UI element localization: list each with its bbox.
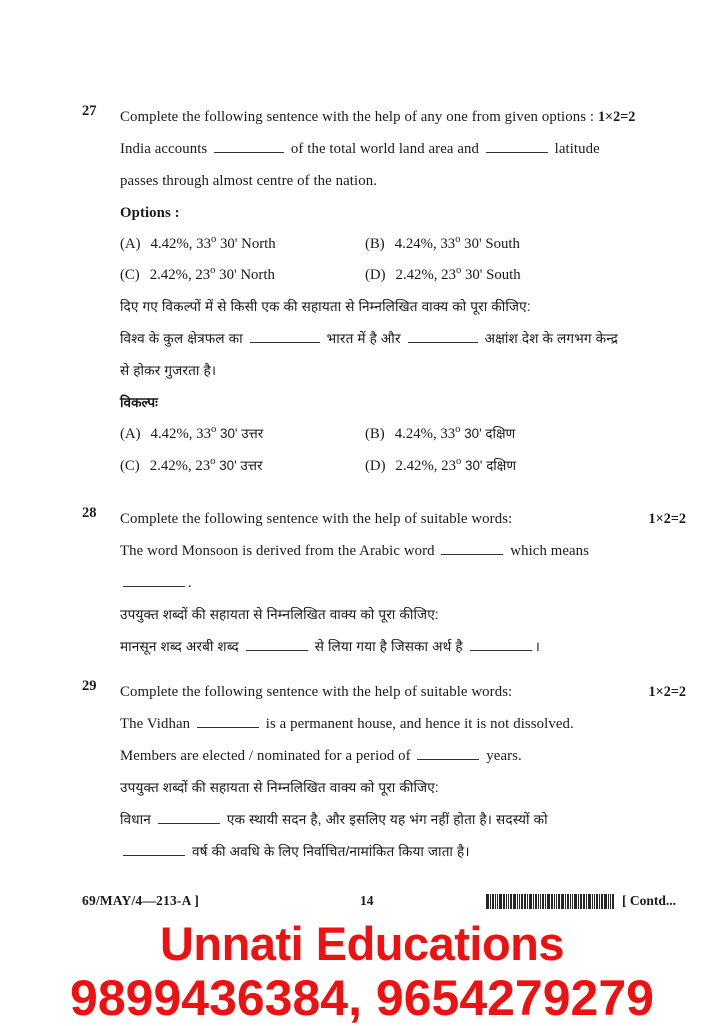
option-value: 4.42%, 33 xyxy=(150,426,211,442)
paper-code: 69/MAY/4—213-A ] xyxy=(82,893,200,908)
fill-blank[interactable] xyxy=(123,573,185,587)
fill-blank[interactable] xyxy=(417,746,479,760)
text-fragment: years. xyxy=(486,748,522,764)
text-fragment: The Vidhan xyxy=(120,716,191,732)
continuation-label: [ Contd... xyxy=(621,893,676,908)
degree-symbol: o xyxy=(210,265,216,277)
degree-symbol: o xyxy=(210,424,217,436)
fill-blank[interactable] xyxy=(486,139,548,153)
watermark-phone: 9899436384, 9654279279 xyxy=(70,970,654,1026)
question-29-hi-line-1 xyxy=(120,804,682,836)
degree-symbol: o xyxy=(455,234,461,246)
question-28-hi-line-1 xyxy=(120,631,682,663)
question-29-body xyxy=(120,676,686,868)
option-tag: (B) xyxy=(365,426,385,442)
question-27-en-line-2: passes through almost centre of the nation. xyxy=(120,173,378,189)
question-27-options-hi-row-2 xyxy=(120,450,682,482)
option-tag: (A) xyxy=(120,236,141,252)
question-28-en-line-1 xyxy=(120,535,682,567)
degree-symbol: o xyxy=(455,456,462,468)
option-tag: (A) xyxy=(120,426,141,442)
option-A-en[interactable] xyxy=(120,229,365,260)
question-28-en-line-2 xyxy=(120,567,682,599)
question-29-prompt-row xyxy=(120,676,686,708)
option-value: 2.42%, 23 xyxy=(395,458,456,474)
text-fragment: । xyxy=(534,639,541,654)
page-number: 14 xyxy=(360,893,374,908)
question-29-en-line-1 xyxy=(120,708,682,740)
option-tag: (D) xyxy=(365,267,386,283)
fill-blank[interactable] xyxy=(214,139,284,153)
degree-symbol: o xyxy=(210,456,216,468)
fill-blank[interactable] xyxy=(250,330,320,343)
text-fragment: अक्षांश देश के लगभग केन्द्र xyxy=(484,331,618,346)
option-value: 4.24%, 33 xyxy=(394,236,456,252)
option-tag: (C) xyxy=(120,458,140,474)
footer-right xyxy=(486,893,676,909)
option-value: 2.42%, 23 xyxy=(149,458,211,474)
option-D-en[interactable] xyxy=(365,260,610,291)
text-fragment: वर्ष की अवधि के लिए निर्वाचित/नामांकित किया जाता है। xyxy=(191,844,470,859)
text-fragment: is a permanent house, and hence it is not dissolved. xyxy=(265,716,574,732)
question-28-marks: 1×2=2 xyxy=(648,511,686,527)
text-fragment: विश्व के कुल क्षेत्रफल का xyxy=(120,331,243,346)
option-tag: (C) xyxy=(120,267,140,283)
option-tag: (B) xyxy=(365,236,385,252)
question-27-options-label-en: Options : xyxy=(120,205,180,221)
question-27-prompt-row xyxy=(120,101,682,133)
question-27-en-line-1 xyxy=(120,133,682,165)
option-C-en[interactable] xyxy=(120,260,365,291)
question-27-prompt-en: Complete the following sentence with the help of any one from given options : xyxy=(120,109,595,125)
question-number-27: 27 xyxy=(82,103,97,119)
fill-blank[interactable] xyxy=(158,811,220,824)
question-27-options-en-row-1 xyxy=(120,229,682,260)
text-fragment: India accounts xyxy=(120,141,208,157)
question-27-options-hi-row-1 xyxy=(120,418,682,450)
question-27-hi-line-1 xyxy=(120,323,682,355)
text-fragment: which means xyxy=(510,543,590,559)
option-value-tail: 30' दक्षिण xyxy=(461,458,517,473)
option-value: 4.24%, 33 xyxy=(394,426,456,442)
text-fragment: Members are elected / nominated for a period of xyxy=(120,748,411,764)
question-block-27 xyxy=(82,101,682,482)
question-29-hi-line-2 xyxy=(120,836,682,868)
option-value: 2.42%, 23 xyxy=(149,267,211,283)
option-value-tail: 30' दक्षिण xyxy=(460,426,516,441)
option-value-tail: 30' North xyxy=(216,236,276,252)
text-fragment: latitude xyxy=(554,141,600,157)
fill-blank[interactable] xyxy=(197,714,259,728)
option-A-hi[interactable] xyxy=(120,418,365,450)
fill-blank[interactable] xyxy=(123,843,185,856)
option-value-tail: 30' North xyxy=(215,267,275,283)
degree-symbol: o xyxy=(210,234,217,246)
question-29-prompt-hi: उपयुक्त शब्दों की सहायता से निम्नलिखित वाक्य को पूरा कीजिए: xyxy=(120,780,439,795)
option-D-hi[interactable] xyxy=(365,450,610,482)
fill-blank[interactable] xyxy=(246,638,308,651)
text-fragment: मानसून शब्द अरबी शब्द xyxy=(120,639,239,654)
question-29-en-line-2 xyxy=(120,740,682,772)
page-footer xyxy=(82,893,684,909)
question-28-body xyxy=(120,503,686,663)
text-fragment: . xyxy=(188,575,192,591)
question-27-marks: 1×2=2 xyxy=(597,109,636,125)
text-fragment: of the total world land area and xyxy=(290,141,479,157)
text-fragment: विधान xyxy=(120,812,151,827)
option-value-tail: 30' उत्तर xyxy=(215,458,263,473)
option-C-hi[interactable] xyxy=(120,450,365,482)
question-27-options-label-hi: विकल्पः xyxy=(120,395,158,410)
option-B-hi[interactable] xyxy=(365,418,610,450)
degree-symbol: o xyxy=(455,265,462,277)
degree-symbol: o xyxy=(455,424,461,436)
question-27-options-en-row-2 xyxy=(120,260,682,291)
question-27-hi-line-2: से होकर गुजरता है। xyxy=(120,363,217,378)
text-fragment: एक स्थायी सदन है, और इसलिए यह भंग नहीं होता है। सदस्यों को xyxy=(226,812,548,827)
text-fragment: से लिया गया है जिसका अर्थ है xyxy=(314,639,463,654)
option-value-tail: 30' South xyxy=(460,236,520,252)
text-fragment: भारत में है और xyxy=(326,331,401,346)
option-value-tail: 30' South xyxy=(461,267,521,283)
question-28-prompt-row xyxy=(120,503,686,535)
question-block-28 xyxy=(82,503,686,663)
barcode xyxy=(486,894,615,909)
question-27-body xyxy=(120,101,682,482)
question-27-prompt-hi: दिए गए विकल्पों में से किसी एक की सहायता से निम्नलिखित वाक्य को पूरा कीजिए: xyxy=(120,299,531,314)
fill-blank[interactable] xyxy=(441,541,503,555)
option-B-en[interactable] xyxy=(365,229,610,260)
fill-blank[interactable] xyxy=(408,330,478,343)
option-value: 2.42%, 23 xyxy=(395,267,456,283)
option-tag: (D) xyxy=(365,458,386,474)
question-block-29 xyxy=(82,676,686,868)
option-value: 4.42%, 33 xyxy=(150,236,211,252)
fill-blank[interactable] xyxy=(470,638,532,651)
question-number-28: 28 xyxy=(82,505,97,521)
text-fragment: The word Monsoon is derived from the Arabic word xyxy=(120,543,435,559)
question-28-prompt-en: Complete the following sentence with the help of suitable words: xyxy=(120,511,513,527)
question-28-prompt-hi: उपयुक्त शब्दों की सहायता से निम्नलिखित वाक्य को पूरा कीजिए: xyxy=(120,607,439,622)
question-29-prompt-en: Complete the following sentence with the help of suitable words: xyxy=(120,684,513,700)
option-value-tail: 30' उत्तर xyxy=(216,426,264,441)
question-number-29: 29 xyxy=(82,678,97,694)
watermark-brand: Unnati Educations xyxy=(159,917,565,970)
question-29-marks: 1×2=2 xyxy=(648,684,686,700)
